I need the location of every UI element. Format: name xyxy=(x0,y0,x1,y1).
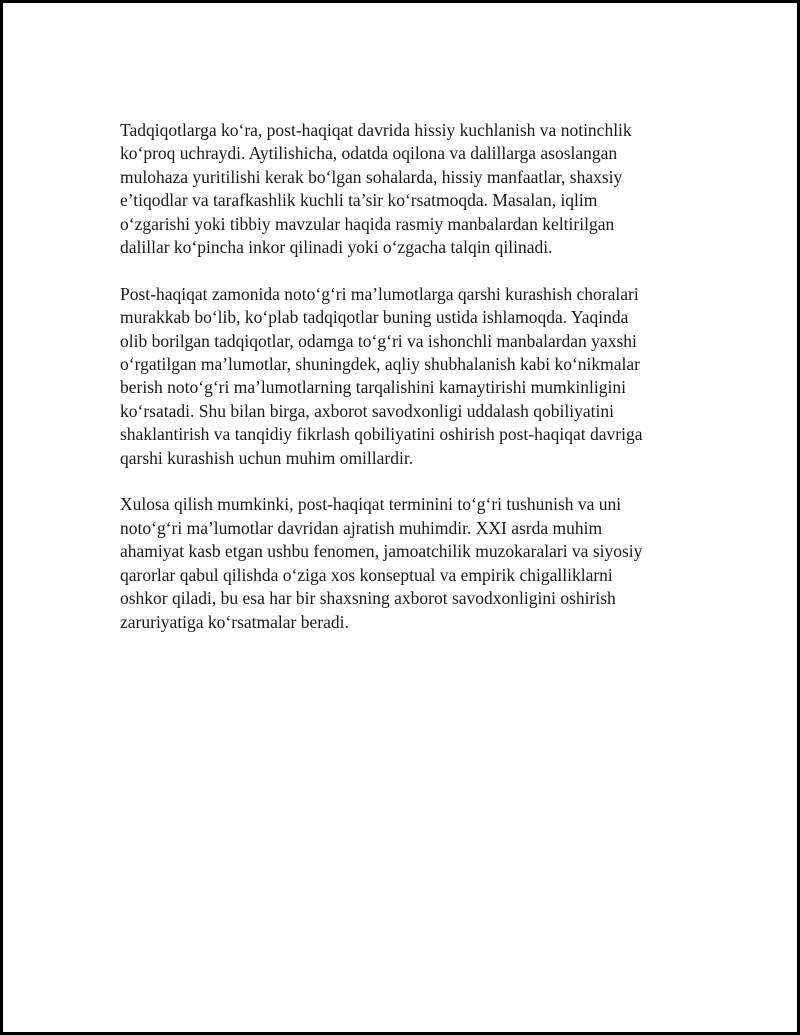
paragraph-3: Xulosa qilish mumkinki, post-haqiqat terminini to‘g‘ri tushunish va uni noto‘g‘ri ma’lumotlar davridan ajratish muhimdir. XXI asrda muhim ahamiyat kasb etgan ushbu fenomen, jamoatchilik muzokaralari va siyosiy qarorlar qabul qilishda o‘ziga xos konseptual va empirik chigalliklarni oshkor qiladi, bu esa har bir shaxsning axborot savodxonligini oshirish zaruriyatiga ko‘rsatmalar beradi. xyxy=(120,494,643,632)
paragraph-1: Tadqiqotlarga ko‘ra, post-haqiqat davrida hissiy kuchlanish va notinchlik ko‘proq uchraydi. Aytilishicha, odatda oqilona va dalillarga asoslangan mulohaza yuritilishi kerak bo‘lgan sohalarda, hissiy manfaatlar, shaxsiy e’tiqodlar va tarafkashlik kuchli ta’sir ko‘rsatmoqda. Masalan, iqlim o‘zgarishi yoki tibbiy mavzular haqida rasmiy manbalardan keltirilgan dalillar ko‘pincha inkor qilinadi yoki o‘zgacha talqin qilinadi. xyxy=(120,120,632,258)
document-body xyxy=(120,119,680,657)
paragraph-2: Post-haqiqat zamonida noto‘g‘ri ma’lumotlarga qarshi kurashish choralari murakkab bo‘lib, ko‘plab tadqiqotlar buning ustida ishlamoqda. Yaqinda olib borilgan tadqiqotlar, odamga to‘g‘ri va ishonchli manbalardan yaxshi o‘rgatilgan ma’lumotlar, shuningdek, aqliy shubhalanish kabi ko‘nikmalar berish noto‘g‘ri ma’lumotlarning tarqalishini kamaytirishi mumkinligini ko‘rsatadi. Shu bilan birga, axborot savodxonligi uddalash qobiliyatini shaklantirish va tanqidiy fikrlash qobiliyatini oshirish post-haqiqat davriga qarshi kurashish uchun muhim omillardir. xyxy=(120,283,643,468)
